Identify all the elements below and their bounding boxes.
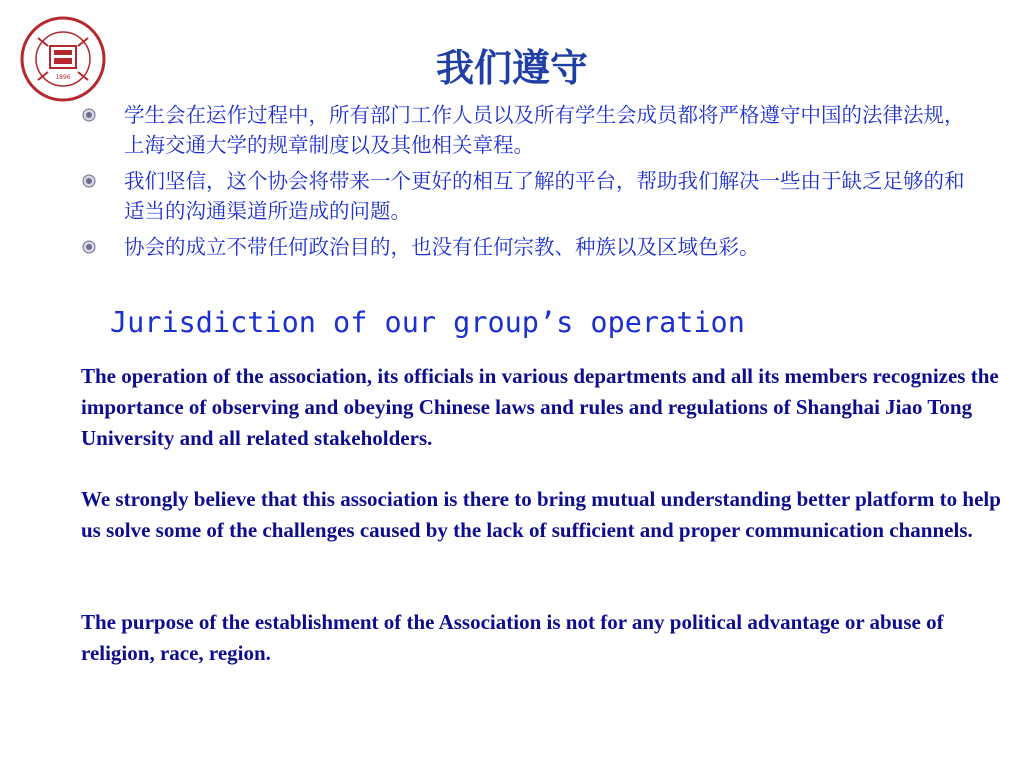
bullet-item-3 [80,232,980,262]
bullet-item-1 [80,100,980,160]
logo-year: 1896 [55,74,71,81]
bullet-icon [82,174,96,188]
bullet-text-3: 协会的成立不带任何政治目的，也没有任何宗教、种族以及区域色彩。 [124,235,760,259]
paragraph-3: The purpose of the establishment of the Association is not for any political advantage or abuse of religion, race, region. [81,610,944,665]
english-heading: Jurisdiction of our group’s operation [110,306,745,339]
bullet-text-1: 学生会在运作过程中，所有部门工作人员以及所有学生会成员都将严格遵守中国的法律法规，上海交通大学的规章制度以及其他相关章程。 [124,103,965,157]
bullet-icon [82,240,96,254]
chinese-bullet-list [80,100,980,268]
paragraph-1: The operation of the association, its officials in various departments and all its members recognizes the importance of observing and obeying Chinese laws and rules and regulations of Shanghai Jiao Tong University and all related stakeholders. [81,364,999,450]
bullet-icon [82,108,96,122]
page-title: 我们遵守 [435,46,588,90]
paragraph-2: We strongly believe that this association is there to bring mutual understanding better platform to help us solve some of the challenges caused by the lack of sufficient and proper communication channels. [81,487,1001,542]
bullet-text-2: 我们坚信，这个协会将带来一个更好的相互了解的平台，帮助我们解决一些由于缺乏足够的和适当的沟通渠道所造成的问题。 [124,169,965,223]
bullet-item-2 [80,166,980,226]
